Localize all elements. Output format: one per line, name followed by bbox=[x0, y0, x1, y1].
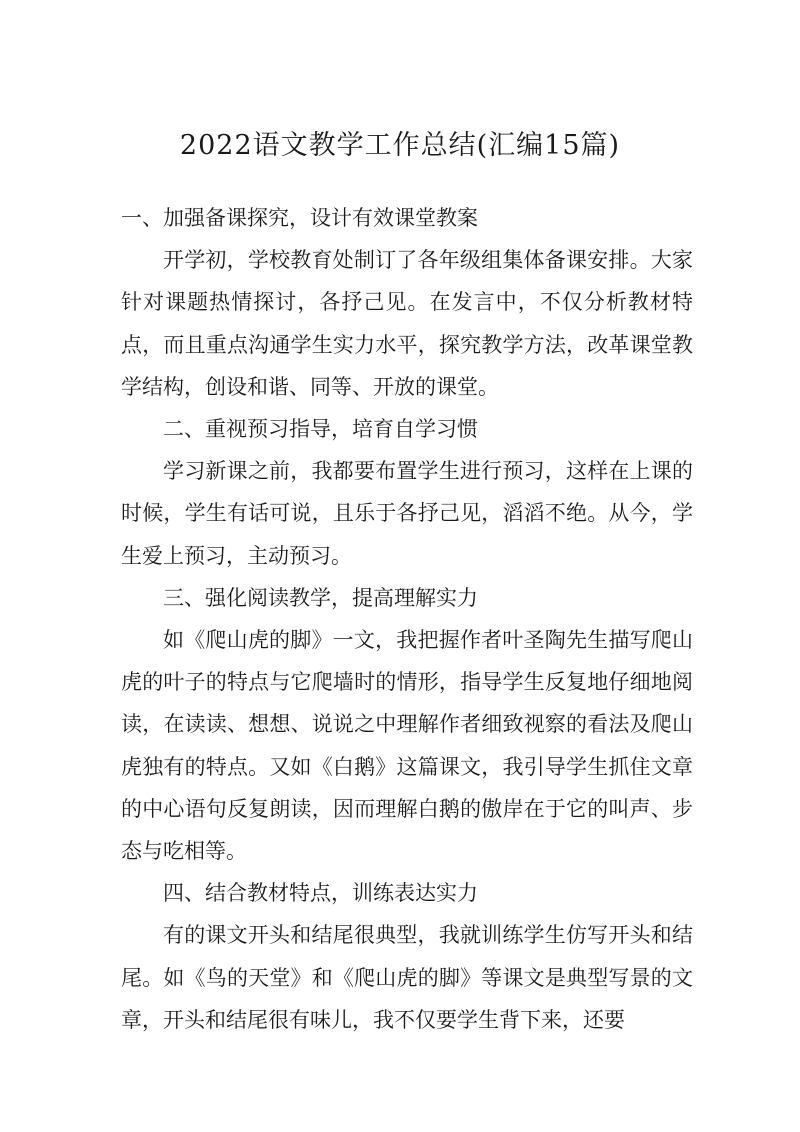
section-heading-1: 一、加强备课探究，设计有效课堂教案 bbox=[121, 206, 478, 230]
paragraph-4: 有的课文开头和结尾很典型，我就训练学生仿写开头和结尾。如《鸟的天堂》和《爬山虎的脚》等课文是典型写景的文章，开头和结尾很有味儿，我不仅要学生背下来，还要 bbox=[121, 923, 693, 1032]
document-body bbox=[121, 197, 693, 1041]
paragraph-1: 开学初，学校教育处制订了各年级组集体备课安排。大家针对课题热情探讨，各抒己见。在发言中，不仅分析教材特点，而且重点沟通学生实力水平，探究教学方法，改革课堂教学结构，创设和谐、同等、开放的课堂。 bbox=[121, 248, 693, 399]
page-title: 2022语文教学工作总结(汇编15篇) bbox=[179, 130, 621, 161]
paragraph-2: 学习新课之前，我都要布置学生进行预习，这样在上课的时候，学生有话可说，且乐于各抒己见，滔滔不绝。从今，学生爱上预习，主动预习。 bbox=[121, 459, 693, 568]
section-heading-4: 四、结合教材特点，训练表达实力 bbox=[163, 881, 478, 906]
section-heading-2: 二、重视预习指导，培育自学习惯 bbox=[163, 417, 478, 442]
paragraph-3: 如《爬山虎的脚》一文，我把握作者叶圣陶先生描写爬山虎的叶子的特点与它爬墙时的情形，指导学生反复地仔细地阅读，在读读、想想、说说之中理解作者细致视察的看法及爬山虎独有的特点。又如《白鹅》这篇课文，我引导学生抓住文章的中心语句反复朗读，因而理解白鹅的傲岸在于它的叫声、步态与吃相等。 bbox=[121, 628, 693, 864]
section-heading-3: 三、强化阅读教学，提高理解实力 bbox=[163, 585, 478, 610]
